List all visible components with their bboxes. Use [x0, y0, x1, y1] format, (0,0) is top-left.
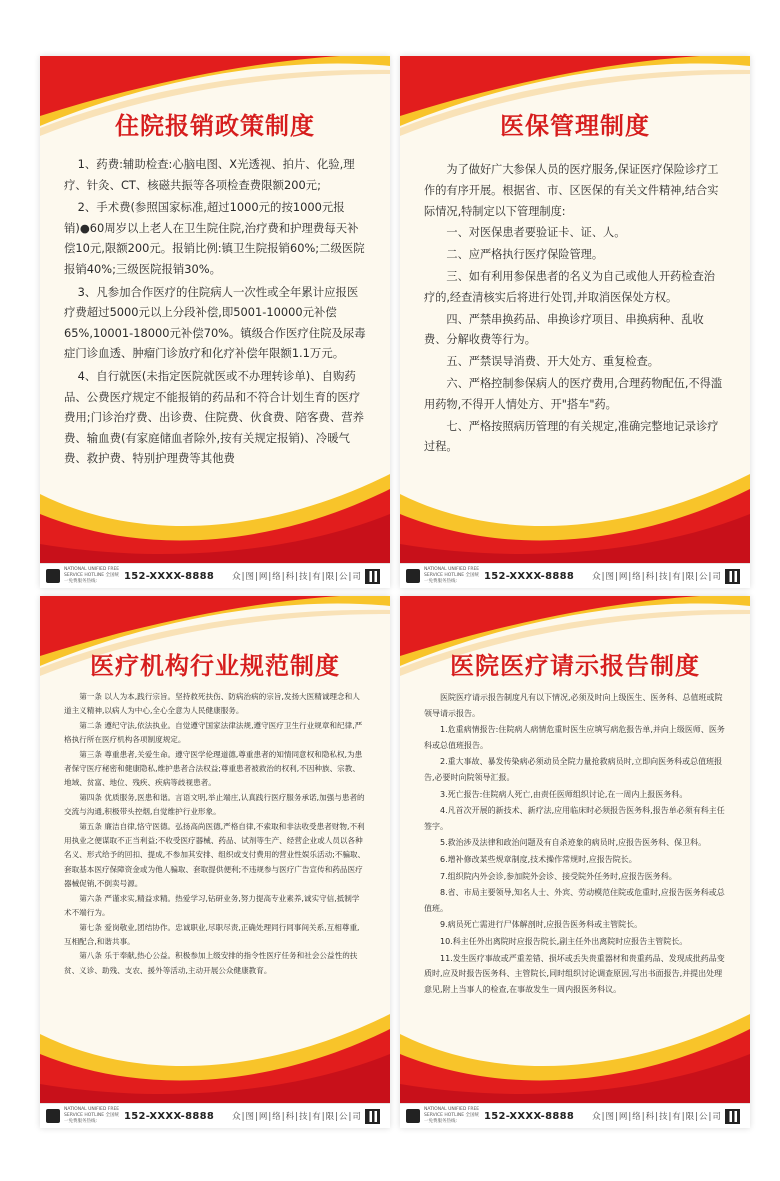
paragraph: 1.危重病情报告:住院病人病情危重时医生应填写病危报告单,并向上级医师、医务科或总值班报告。 [424, 725, 725, 750]
poster-reporting-system [400, 596, 750, 1128]
company-name: 众|图|网|络|科|技|有|限|公|司 [232, 572, 362, 582]
paragraph: 1、药费:辅助检查:心脑电图、X光透视、拍片、化验,理疗、针灸、CT、核磁共振等各项检查费限额200元; [64, 157, 355, 192]
paragraph: 第五条 廉洁自律,恪守医德。弘扬高尚医德,严格自律,不索取和非法收受患者财物,不利用执业之便谋取不正当利益;不收受医疗器械、药品、试剂等生产、经营企业或人员以各种名义、形式给予的回扣、提成,不参加其安排、组织或支付费用的营业性娱乐活动;不骗取、套取基本医疗保障资金或为他人骗取、套取提供便利;不违规参与医疗广告宣传和药品医疗器械促销,不倒卖号源。 [64, 821, 366, 889]
paragraph: 第六条 严谨求实,精益求精。热爱学习,钻研业务,努力提高专业素养,诚实守信,抵制学术不端行为。 [64, 893, 360, 918]
poster-medical-insurance-management [400, 56, 750, 588]
paragraph: 五、严禁误导消费、开大处方、重复检查。 [446, 355, 659, 369]
paragraph: 4、自行就医(未指定医院就医或不办理转诊单)、自购药品、公费医疗规定不能报销的药品和不符合计划生育的医疗费用;门诊治疗费、出诊费、住院费、伙食费、陪客费、营养费、输血费(有家庭储血者除外,按有关规定报销)、冷暖气费、救护费、特别护理费等其他费 [64, 368, 364, 466]
page-title: 医院医疗请示报告制度 [450, 652, 700, 680]
hotline-label: NATIONAL UNIFIED FREE SERVICE HOTLINE 全国统一免费服务热线: [424, 567, 480, 584]
poster-footer [400, 1103, 750, 1128]
hotline-logo-icon [46, 569, 60, 583]
phone-number: 152-XXXX-8888 [484, 1110, 575, 1122]
page-title: 医疗机构行业规范制度 [90, 652, 340, 680]
qr-code-icon [365, 1109, 380, 1124]
company-name: 众|图|网|络|科|技|有|限|公|司 [592, 1112, 722, 1122]
hotline-logo-icon [406, 1109, 420, 1123]
policy-text [424, 160, 726, 459]
phone-number: 152-XXXX-8888 [484, 570, 575, 582]
paragraph: 一、对医保患者要验证卡、证、人。 [446, 226, 626, 240]
paragraph: 医院医疗请示报告制度凡有以下情况,必须及时向上级医生、医务科、总值班或院领导请示报告。 [424, 693, 723, 718]
hotline-logo-icon [406, 569, 420, 583]
hotline-label: NATIONAL UNIFIED FREE SERVICE HOTLINE 全国统一免费服务热线: [64, 567, 120, 584]
paragraph: 六、严格控制参保病人的医疗费用,合理药物配伍,不得滥用药物,不得开人情处方、开"搭车"药。 [424, 376, 723, 411]
hotline-logo-icon [46, 1109, 60, 1123]
policy-text [64, 690, 366, 978]
paragraph: 3.死亡报告:住院病人死亡,由责任医师组织讨论,在一周内上报医务科。 [440, 789, 688, 799]
policy-text [424, 690, 726, 998]
poster-hospitalization-reimbursement [40, 56, 390, 588]
company-name: 众|图|网|络|科|技|有|限|公|司 [592, 572, 722, 582]
paragraph: 为了做好广大参保人员的医疗服务,保证医疗保险诊疗工作的有序开展。根据省、市、区医保的有关文件精神,结合实际情况,特制定以下管理制度: [424, 163, 719, 218]
paragraph: 5.救治涉及法律和政治问题及有自杀迹象的病员时,应报告医务科、保卫科。 [440, 838, 707, 848]
paragraph: 11.发生医疗事故或严重差错、损坏或丢失贵重器材和贵重药品、发现成批药品变质时,应及时报告医务科、主管院长,同时组织讨论调查原因,写出书面报告,并提出处理意见,附上当事人的检查,在事故发生一周内报医务科议。 [424, 953, 725, 994]
qr-code-icon [725, 569, 740, 584]
paragraph: 8.省、市局主要领导,知名人士、外宾、劳动模范住院或危重时,应报告医务科或总值班。 [424, 888, 725, 913]
phone-number: 152-XXXX-8888 [124, 570, 215, 582]
poster-footer [40, 563, 390, 588]
page-title: 住院报销政策制度 [115, 112, 315, 140]
paragraph: 三、如有利用参保患者的名义为自己或他人开药检查治疗的,经查清核实后将进行处罚,并取消医保处方权。 [424, 269, 715, 304]
paragraph: 3、凡参加合作医疗的住院病人一次性或全年累计应报医疗费超过5000元以上分段补偿,即5001-10000元补偿65%,10001-18000元补偿70%。镇级合作医疗住院及尿毒症门诊血透、肿瘤门诊放疗和化疗补偿年限额1.1万元。 [64, 284, 366, 361]
paragraph: 四、严禁串换药品、串换诊疗项目、串换病种、乱收费、分解收费等行为。 [424, 312, 704, 347]
phone-number: 152-XXXX-8888 [124, 1110, 215, 1122]
paragraph: 第三条 尊重患者,关爱生命。遵守医学伦理道德,尊重患者的知情同意权和隐私权,为患者保守医疗秘密和健康隐私,维护患者合法权益;尊重患者被救治的权利,不因种族、宗教、地域、贫富、地位、残疾、疾病等歧视患者。 [64, 749, 363, 788]
poster-footer [40, 1103, 390, 1128]
bottom-wave-decoration [400, 454, 750, 564]
policy-text [64, 154, 366, 471]
paragraph: 2、手术费(参照国家标准,超过1000元的按1000元报销)●60周岁以上老人在卫生院住院,治疗费和护理费每天补偿10元,限额200元。报销比例:镇卫生院报销60%;二级医院报销40%;三级医院报销30%。 [64, 200, 365, 276]
paragraph: 第四条 优质服务,医患和谐。言语文明,举止端庄,认真践行医疗服务承诺,加强与患者的交流与沟通,积极带头控烟,自觉维护行业形象。 [64, 792, 365, 817]
paragraph: 9.病员死亡需进行尸体解剖时,应报告医务科或主管院长。 [440, 920, 643, 930]
bottom-wave-decoration [40, 454, 390, 564]
hotline-label: NATIONAL UNIFIED FREE SERVICE HOTLINE 全国统一免费服务热线: [64, 1107, 120, 1124]
paragraph: 第一条 以人为本,践行宗旨。坚持救死扶伤、防病治病的宗旨,发扬大医精诚理念和人道主义精神,以病人为中心,全心全意为人民健康服务。 [64, 692, 360, 716]
paragraph: 2.重大事故、暴发传染病必须动员全院力量抢救病员时,立即向医务科或总值班报告,必要时向院领导汇报。 [424, 757, 723, 782]
paragraph: 10.科主任外出离院时应报告院长,副主任外出离院时应报告主管院长。 [440, 936, 688, 946]
bottom-wave-decoration [400, 994, 750, 1104]
paragraph: 第二条 遵纪守法,依法执业。自觉遵守国家法律法规,遵守医疗卫生行业规章和纪律,严格执行所在医疗机构各项制度规定。 [64, 720, 363, 745]
company-name: 众|图|网|络|科|技|有|限|公|司 [232, 1112, 362, 1122]
poster-footer [400, 563, 750, 588]
paragraph: 七、严格按照病历管理的有关规定,准确完整地记录诊疗过程。 [424, 419, 719, 454]
paragraph: 4.凡首次开展的新技术、新疗法,应用临床时必须报告医务科,报告单必须有科主任签字。 [424, 806, 725, 831]
page-title: 医保管理制度 [500, 112, 650, 140]
hotline-label: NATIONAL UNIFIED FREE SERVICE HOTLINE 全国统一免费服务热线: [424, 1107, 480, 1124]
paragraph: 二、应严格执行医疗保险管理。 [446, 248, 604, 262]
paragraph: 第八条 乐于奉献,热心公益。积极参加上级安排的指令性医疗任务和社会公益性的扶贫、义诊、助残、支农、援外等活动,主动开展公众健康教育。 [64, 951, 358, 975]
paragraph: 7.组织院内外会诊,参加院外会诊、接受院外任务时,应报告医务科。 [440, 871, 677, 881]
qr-code-icon [365, 569, 380, 584]
qr-code-icon [725, 1109, 740, 1124]
poster-industry-standards [40, 596, 390, 1128]
paragraph: 第七条 爱岗敬业,团结协作。忠诚职业,尽职尽责,正确处理同行同事间关系,互相尊重,互相配合,和谐共事。 [64, 922, 360, 946]
bottom-wave-decoration [40, 994, 390, 1104]
paragraph: 6.增补修改某些规章制度,技术操作常规时,应报告院长。 [440, 854, 637, 864]
